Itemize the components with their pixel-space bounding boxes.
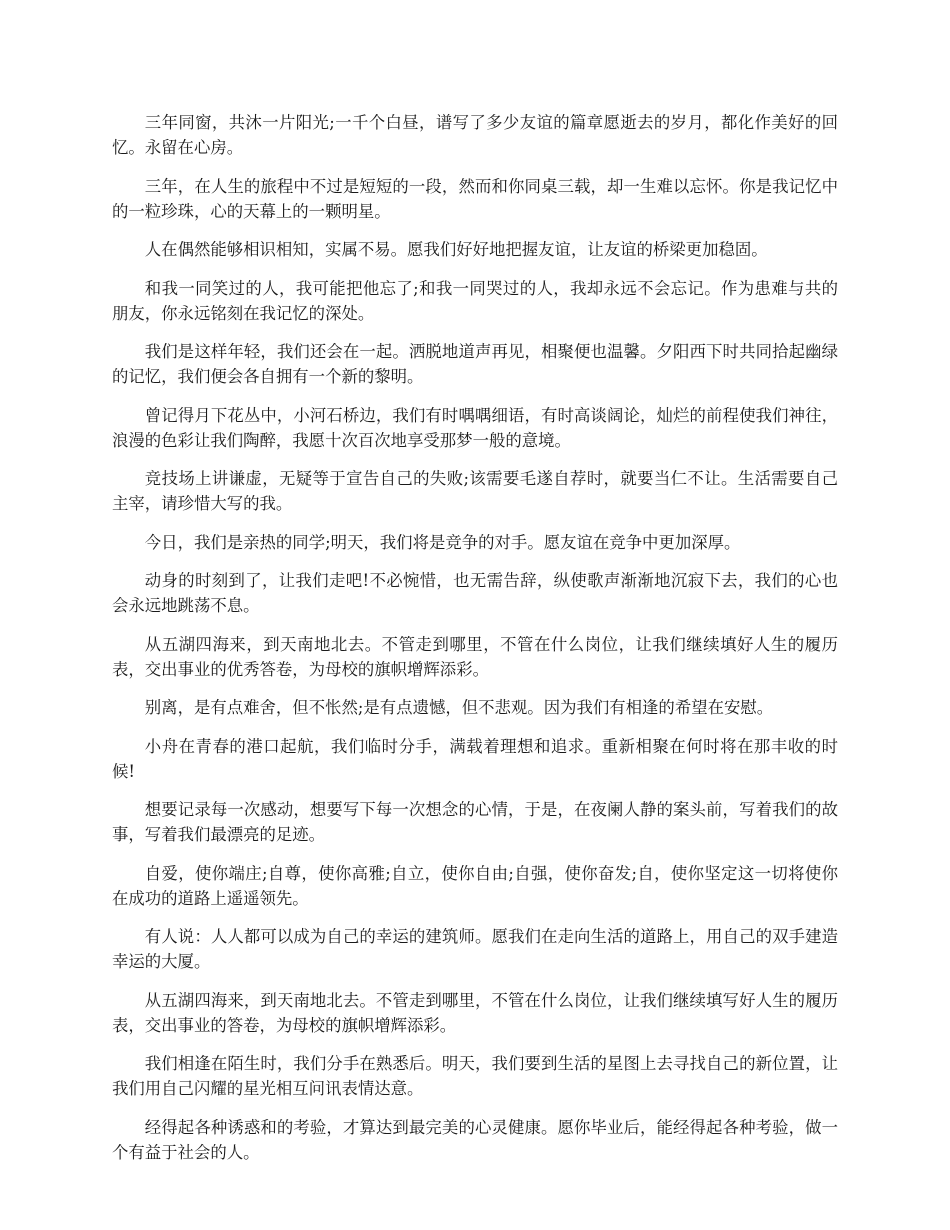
paragraph: 从五湖四海来，到天南地北去。不管走到哪里，不管在什么岗位，让我们继续填好人生的履历表，交出事业的优秀答卷，为母校的旗帜增辉添彩。 [112,634,838,679]
paragraph: 竞技场上讲谦虚，无疑等于宣告自己的失败;该需要毛遂自荐时，就要当仁不让。生活需要自己主宰，请珍惜大写的我。 [112,469,838,513]
paragraph: 我们是这样年轻，我们还会在一起。洒脱地道声再见，相聚便也温馨。夕阳西下时共同拾起幽绿的记忆，我们便会各自拥有一个新的黎明。 [112,342,838,386]
paragraph: 自爱，使你端庄;自尊，使你高雅;自立，使你自由;自强，使你奋发;自，使你坚定这一切将使你在成功的道路上遥遥领先。 [112,863,838,908]
paragraph: 我们相逢在陌生时，我们分手在熟悉后。明天，我们要到生活的星图上去寻找自己的新位置，让我们用自己闪耀的星光相互问讯表情达意。 [112,1054,838,1098]
paragraph: 动身的时刻到了，让我们走吧!不必惋惜，也无需告辞，纵使歌声渐渐地沉寂下去，我们的心也会永远地跳荡不息。 [112,571,838,615]
paragraph: 小舟在青春的港口起航，我们临时分手，满载着理想和追求。重新相聚在何时将在那丰收的时候! [112,736,838,781]
paragraph: 和我一同笑过的人，我可能把他忘了;和我一同哭过的人，我却永远不会忘记。作为患难与共的朋友，你永远铭刻在我记忆的深处。 [112,278,838,323]
document-body [112,110,838,1178]
paragraph: 有人说：人人都可以成为自己的幸运的建筑师。愿我们在走向生活的道路上，用自己的双手建造幸运的大厦。 [112,927,838,971]
paragraph: 三年同窗，共沐一片阳光;一千个白昼，谱写了多少友谊的篇章愿逝去的岁月，都化作美好的回忆。永留在心房。 [112,113,838,157]
paragraph: 今日，我们是亲热的同学;明天，我们将是竞争的对手。愿友谊在竞争中更加深厚。 [144,532,741,552]
paragraph: 经得起各种诱惑和的考验，才算达到最完美的心灵健康。愿你毕业后，能经得起各种考验，做一个有益于社会的人。 [112,1117,838,1162]
paragraph: 想要记录每一次感动，想要写下每一次想念的心情，于是，在夜阑人静的案头前，写着我们的故事，写着我们最漂亮的足迹。 [112,800,838,844]
paragraph: 别离，是有点难舍，但不怅然;是有点遗憾，但不悲观。因为我们有相逢的希望在安慰。 [144,698,774,717]
paragraph: 曾记得月下花丛中，小河石桥边，我们有时喁喁细语，有时高谈阔论，灿烂的前程使我们神往，浪漫的色彩让我们陶醉，我愿十次百次地享受那梦一般的意境。 [112,405,838,450]
paragraph: 三年，在人生的旅程中不过是短短的一段，然而和你同桌三载，却一生难以忘怀。你是我记忆中的一粒珍珠，心的天幕上的一颗明星。 [112,176,838,221]
paragraph: 人在偶然能够相识相知，实属不易。愿我们好好地把握友谊，让友谊的桥梁更加稳固。 [144,240,768,259]
paragraph: 从五湖四海来，到天南地北去。不管走到哪里，不管在什么岗位，让我们继续填写好人生的履历表，交出事业的答卷，为母校的旗帜增辉添彩。 [112,990,838,1035]
